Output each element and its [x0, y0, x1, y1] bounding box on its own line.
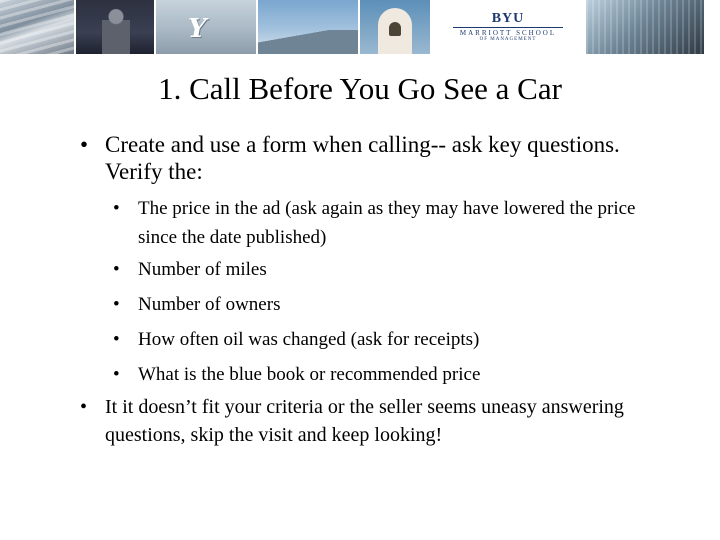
sub-bullet-text: Number of owners	[138, 294, 281, 315]
sub-bullet-icon: •	[113, 329, 120, 350]
y-mark-icon: Y	[188, 14, 205, 44]
bullet-item	[80, 393, 670, 449]
mountain-shape	[258, 30, 358, 54]
sub-bullet-item	[80, 194, 670, 252]
logo-main-text: BYU	[491, 11, 525, 26]
sub-bullet-item	[80, 256, 670, 284]
sub-bullet-item	[80, 291, 670, 319]
header-banner	[0, 0, 720, 54]
sub-bullet-list	[80, 194, 670, 389]
banner-photo-y-mountain	[156, 0, 256, 54]
banner-photo-bell-tower	[360, 0, 430, 54]
logo-sub2-text: OF MANAGEMENT	[479, 37, 537, 42]
sub-bullet-icon: •	[113, 198, 120, 219]
bullet-text: Create and use a form when calling-- ask key questions. Verify the:	[105, 132, 620, 184]
bell-icon	[389, 22, 401, 36]
bullet-text: It it doesn’t fit your criteria or the seller seems uneasy answering questions, skip the visit and keep looking!	[105, 396, 624, 446]
banner-photo-building	[0, 0, 74, 54]
sub-bullet-icon: •	[113, 259, 120, 280]
bullet-item	[80, 131, 670, 185]
banner-photo-sky	[258, 0, 358, 54]
statue-shape	[102, 6, 130, 54]
logo-sub-text: MARRIOTT SCHOOL	[459, 29, 557, 37]
logo-rule	[453, 27, 563, 28]
bullet-icon: •	[80, 132, 89, 157]
byu-logo	[432, 0, 584, 54]
sub-bullet-text: How often oil was changed (ask for receipts)	[138, 329, 480, 350]
sub-bullet-text: Number of miles	[138, 259, 267, 280]
slide-title: 1. Call Before You Go See a Car	[158, 71, 562, 106]
slide-content	[80, 131, 670, 449]
sub-bullet-icon: •	[113, 294, 120, 315]
bullet-icon: •	[80, 396, 88, 418]
sub-bullet-item	[80, 326, 670, 354]
sub-bullet-text: What is the blue book or recommended price	[138, 364, 481, 385]
banner-photo-building-2	[586, 0, 704, 54]
sub-bullet-icon: •	[113, 364, 120, 385]
sub-bullet-text: The price in the ad (ask again as they may have lowered the price since the date published)	[138, 198, 636, 248]
sub-bullet-item	[80, 361, 670, 389]
banner-photo-statue	[76, 0, 154, 54]
